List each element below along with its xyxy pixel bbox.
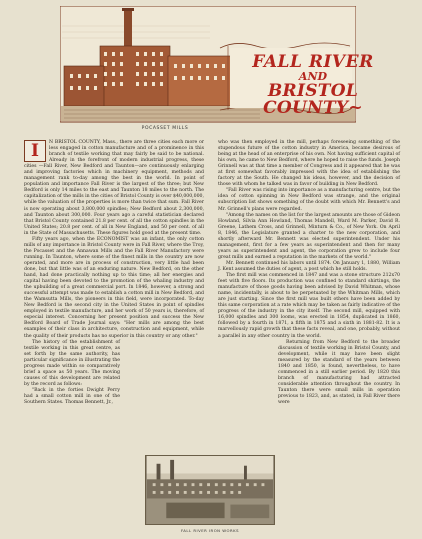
iron-works-photo (145, 455, 275, 525)
photo-caption: FALL RIVER IRON WORKS (180, 528, 240, 533)
paragraph-returning: Returning from New Bedford to the broader discussion of textile working in Bristol County, and development, while it may have been slight measured by the standard of the years between 1840 and 1850, is found, nevertheless, to have commenced in a still earlier period. By 1820 this branch of manufacturing had attracted considerable attention throughout the country. In Taunton there were small mills in operation previous to 1823, and, as stated, in Fall River there were (278, 339, 400, 406)
paragraph-dwight-perry: "Back in the forties Dwight Perry had a small cotton mill in one of the Southern States. Thomas Bennett, Jr., (24, 387, 120, 406)
paragraph-first-mill: The first mill was commenced in 1847 and was a stone structure 212x70 feet with five floors. Its production was confined to standard shirtings, the manufacture of those goods having been advised by David Whitman, whose name, incidentally, is about to be perpetuated by the Whitman Mills, which are just starting. Since the first mill was built others have been added by this same corporation at a rate which may be taken as fairly indicative of the progress of the industry in the city itself. The second mill, equipped with 16,000 spindles and 300 looms, was erected in 1854, duplicated in 1860, followed by a fourth in 1871, a fifth in 1875 and a sixth in 1881-82. It is a marvellously rapid growth that these facts reveal, and one, probably, without a parallel in any other country in the world. (218, 273, 400, 339)
paragraph-mill-employee: who was then employed in the mill, perhaps foreseeing something of the stupendous future of the cotton industry in America, became desirous of being at the head of an enterprise of his own. Not having sufficient capital of his own, he came to New Bedford, where he hoped to raise the funds. Joseph Grinnell was at that time a member of Congress and it appeared that he was at first somewhat favorably impressed with the idea of establishing the factory at the South. He changed his ideas, however, and the decision of those with whom he talked was in favor of building in New Bedford. (218, 140, 400, 188)
paragraph-fifty-years: Fifty years ago, when the ECONOMIST was an infant, the only cotton mills of any importance in Bristol County were in Fall River, where the Troy, the Pocasset and the Annawan Mills and the Fall River Manufactory were running. In Taunton, where some of the finest mills in the country are now operated, and more are in process of construction, very little had been done, but that little was of an enduring nature. New Bedford, on the other hand, had done practically nothing up to this time; all her energies and capital having been devoted to the promotion of the whaling industry and the upbuilding of a great commercial port. In 1846, however, a strong and successful attempt was made to establish a cotton mill in New Bedford, and the Wamsutta Mills, the pioneers in this field, were incorporated. To-day New Bedford is the second city in the United States in point of spindles employed in textile manufacture, and her work of 50 years is, therefore, of especial interest. Concerning her present position and success the New Bedford Board of Trade Journal says: "Her mills are among the best examples of their class in architecture, construction and equipment, while the quality of their products has no superior in this country or any other." (24, 236, 204, 339)
title-line-fall-river: FALL RIVER (252, 52, 374, 72)
article-title (218, 54, 408, 117)
paragraph-fall-river-rising: "Fall River was rising into importance as a manufacturing centre, but the idea of cotton spinning in New Bedford was strange, and the original subscription list shows something of the doubt with which Mr. Bennett's and Mr. Grinnell's plans were regarded. (218, 188, 400, 212)
right-narrow-block (278, 340, 400, 407)
drop-cap (24, 140, 46, 162)
title-line-bristol-county: BRISTOL COUNTY~ (263, 81, 363, 118)
paragraph-history: The history of the establishment of textile working in this great centre, as set forth by the same authority, has particular significance in illustrating the progress made within so comparatively brief a space as 50 years. The moving causes of this development are related by the record as follows: (24, 339, 120, 387)
drop-cap-letter: I (31, 140, 39, 161)
paragraph-bennett: Mr. Bennett continued his labors until 1874. On January 1, 1880, William J. Kent assumed the duties of agent, a post which he still holds. (218, 260, 400, 272)
left-narrow-block (24, 340, 120, 407)
paragraph-intro: N BRISTOL COUNTY, Mass., there are three cities each more or less engaged in cotton manufacture and of a prominence in this branch of textile working that may fairly be said to be national. Already in the forefront of modern industrial progress, these cities —Fall River, New Bedford and Taunton—are continuously enlarging and improving factories which in machinery equipment, methods and management rank to-day among the best in the world. In point of population and importance Fall River is the largest of the three; but New Bedford is only 14 miles to the east and Taunton 18 miles to the north. The capitalization of the mills in the cities of Bristol County is over $40,000,000, while the valuation of the properties is more than twice that sum. Fall River is now operating about 3,800,000 spindles; New Bedford about 2,300,000, and Taunton about 300,000. Four years ago a careful statistician declared that Bristol County contained 21.8 per cent. of all the cotton spindles in the United States; 20.8 per cent. of all in New England, and 50 per cent. of all in the State of Massachusetts. These figures hold good at the present time. (24, 140, 204, 236)
engraving-caption: POCASSET MILLS (141, 126, 189, 131)
title-line-and: AND (298, 70, 328, 83)
paragraph-names-list: "Among the names on the list for the largest amounts are those of Gideon Howland, Silvia Ann Howland, Thomas Mandell, Ward M. Parker, David R. Greene, Lathem Cross, and Grinnell, Minturn & Co., of New York. On April 8, 1846, the Legislature granted a charter to the new corporation, and shortly afterward Mr. Bennett was elected superintendent. Under his management, first for a few years as superintendent and then for many years as superintendent and agent, the corporation grew to include four great mills and earned a reputation in the markets of the world." (218, 212, 400, 260)
